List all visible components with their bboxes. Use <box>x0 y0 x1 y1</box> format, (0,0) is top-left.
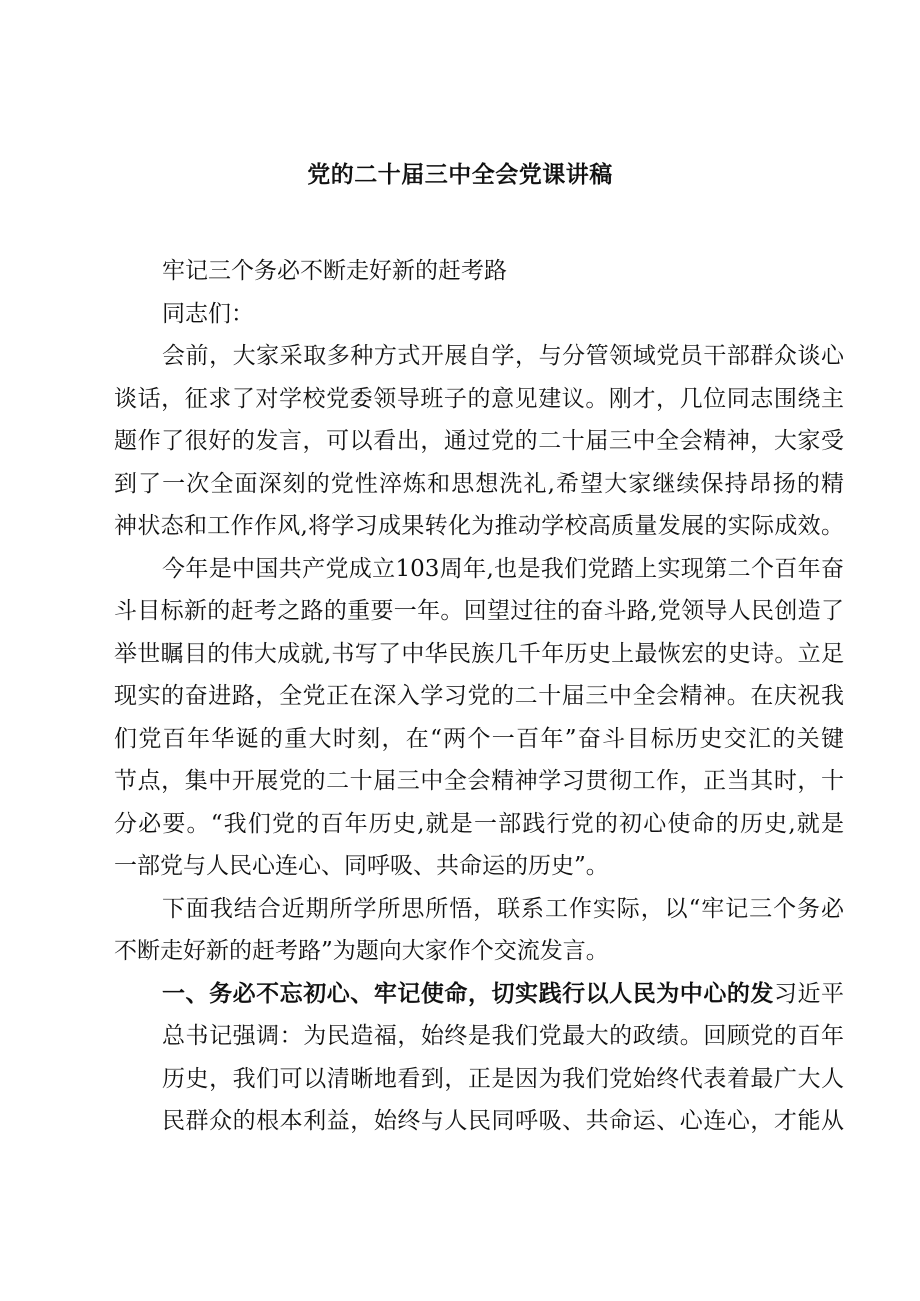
paragraph-line: 一部党与人民心连心、同呼吸、共命运的历史”。 <box>114 853 609 879</box>
paragraph-line: 下面我结合近期所学所思所悟，联系工作实际，以“牢记三个务必 <box>162 895 844 922</box>
paragraph-line: 不断走好新的赶考路”为题向大家作个交流发言。 <box>114 938 609 964</box>
document-title: 党的二十届三中全会党课讲稿 <box>307 161 613 188</box>
paragraph-line: 神状态和工作作风,将学习成果转化为推动学校高质量发展的实际成效。 <box>114 513 844 539</box>
paragraph-line: 分必要。“我们党的百年历史,就是一部践行党的初心使命的历史,就是 <box>114 810 844 837</box>
paragraph-line: 斗目标新的赶考之路的重要一年。回望过往的奋斗路,党领导人民创造了 <box>114 598 844 624</box>
document-body <box>114 250 844 1143</box>
paragraph-line: 到了一次全面深刻的党性淬炼和思想洗礼,希望大家继续保持昂扬的精 <box>114 470 844 497</box>
section-heading-tail: 习近平 <box>773 980 844 1007</box>
salutation-line: 同志们： <box>162 300 254 327</box>
paragraph-line: 总书记强调：为民造福，始终是我们党最大的政绩。回顾党的百年 <box>162 1023 844 1049</box>
paragraph-line: 历史，我们可以清晰地看到，正是因为我们党始终代表着最广大人 <box>162 1065 844 1092</box>
section-heading-line <box>114 973 844 1016</box>
paragraph-line: 节点，集中开展党的二十届三中全会精神学习贯彻工作，正当其时，十 <box>114 768 844 794</box>
paragraph-line: 今年是中国共产党成立103周年,也是我们党踏上实现第二个百年奋 <box>162 555 844 582</box>
subtitle-line: 牢记三个务必不断走好新的赶考路 <box>162 258 507 284</box>
paragraph-line: 们党百年华诞的重大时刻，在“两个一百年”奋斗目标历史交汇的关键 <box>114 725 844 752</box>
paragraph-line: 会前，大家采取多种方式开展自学，与分管领域党员干部群众谈心 <box>162 343 844 369</box>
paragraph-line: 民群众的根本利益，始终与人民同呼吸、共命运、心连心，才能从 <box>162 1108 844 1134</box>
paragraph-line: 举世瞩目的伟大成就,书写了中华民族几千年历史上最恢宏的史诗。立足 <box>114 640 844 667</box>
paragraph-line: 现实的奋进路，全党正在深入学习党的二十届三中全会精神。在庆祝我 <box>114 683 844 709</box>
paragraph-line: 谈话，征求了对学校党委领导班子的意见建议。刚才，几位同志围绕主 <box>114 385 844 412</box>
section-heading: 一、务必不忘初心、牢记使命，切实践行以人民为中心的发 <box>162 979 774 1007</box>
paragraph-line: 题作了很好的发言，可以看出，通过党的二十届三中全会精神，大家受 <box>114 428 844 454</box>
